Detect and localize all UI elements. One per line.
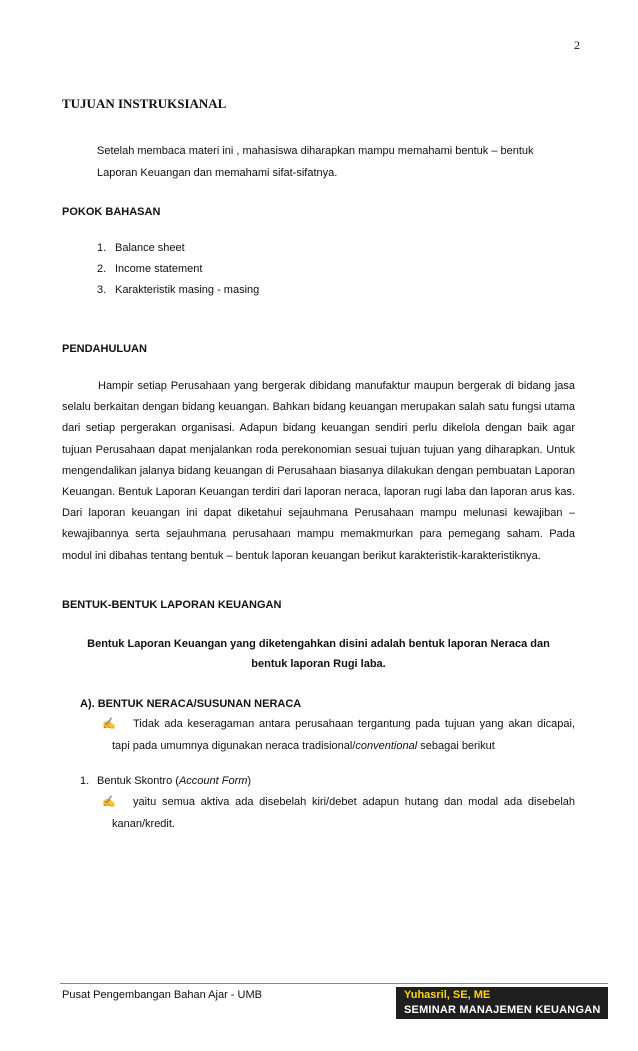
footer-divider [60, 983, 608, 984]
topic-item-1 [97, 238, 185, 259]
list-item-number: 1. [80, 775, 90, 787]
topics-heading: POKOK BAHASAN [62, 206, 161, 218]
topic-text: Balance sheet [115, 242, 185, 254]
topic-item-3 [97, 280, 260, 301]
bullet-b-line-1 [102, 792, 575, 813]
objectives-heading: TUJUAN INSTRUKSIANAL [62, 96, 227, 111]
forms-center-line-1: Bentuk Laporan Keuangan yang diketengahkan disini adalah bentuk laporan Neraca dan [87, 638, 550, 650]
forms-heading: BENTUK-BENTUK LAPORAN KEUANGAN [62, 599, 282, 611]
topic-number: 3. [97, 284, 107, 296]
list-item-text [97, 771, 251, 792]
bullet-a-line-2 [112, 736, 495, 757]
bullet-a-text-pre: tapi pada umumnya digunakan neraca tradisional/ [112, 740, 356, 752]
topic-text: Karakteristik masing - masing [115, 284, 260, 296]
footer-course: SEMINAR MANAJEMEN KEUANGAN [404, 1004, 601, 1016]
topic-text: Income statement [115, 263, 203, 275]
writing-hand-icon: ✍ [102, 796, 116, 808]
writing-hand-icon: ✍ [102, 718, 116, 730]
bullet-b-text: yaitu semua aktiva ada disebelah kiri/debet adapun hutang dan modal ada disebelah [133, 796, 575, 808]
footer-institution: Pusat Pengembangan Bahan Ajar - UMB [62, 989, 262, 1001]
objectives-line-2: Laporan Keuangan dan memahami sifat-sifatnya. [97, 167, 338, 179]
bullet-a-line-1 [102, 714, 575, 735]
topic-number: 1. [97, 242, 107, 254]
topic-item-2 [97, 259, 203, 280]
page-number: 2 [574, 38, 580, 52]
intro-paragraph [62, 376, 575, 567]
footer-author-box [396, 987, 608, 1019]
bullet-b-line-2: kanan/kredit. [112, 818, 175, 830]
footer-author: Yuhasril, SE, ME [404, 989, 491, 1001]
forms-center-line-2: bentuk laporan Rugi laba. [251, 658, 386, 670]
list-item-text-post: ) [247, 775, 252, 787]
bullet-a-text-post: sebagai berikut [417, 740, 495, 752]
bullet-a-text-italic: conventional [355, 740, 418, 752]
list-item-text-pre: Bentuk Skontro ( [97, 775, 179, 787]
intro-heading: PENDAHULUAN [62, 343, 147, 355]
list-item-text-italic: Account Form [178, 775, 248, 787]
section-a-heading: A). BENTUK NERACA/SUSUNAN NERACA [80, 698, 302, 710]
bullet-a-text: Tidak ada keseragaman antara perusahaan tergantung pada tujuan yang akan dicapai, [133, 718, 575, 730]
objectives-line-1: Setelah membaca materi ini , mahasiswa diharapkan mampu memahami bentuk – bentuk [97, 145, 534, 157]
list-item-1 [80, 771, 252, 792]
topic-number: 2. [97, 263, 107, 275]
intro-body: Hampir setiap Perusahaan yang bergerak dibidang manufaktur maupun bergerak di bidang jasa selalu berkaitan dengan bidang keuangan. Bahkan bidang keuangan merupakan salah satu fungsi utama dari setiap pergerakan organisasi. Adapun bidang keuangan sendiri perlu dikelola dengan baik agar tujuan Perusahaan dapat menjalankan roda perekonomian sesuai tujuan tujuan yang diharapkan. Untuk mengendalikan jalanya bidang keuangan di Perusahaan biasanya dilakukan dengan pembuatan Laporan Keuangan. Bentuk Laporan Keuangan terdiri dari laporan neraca, laporan rugi laba dan laporan arus kas. Dari laporan keuangan ini dapat diketahui sejauhmana Perusahaan mampu melunasi kewajiban – kewajibannya serta sejauhmana perusahaan mampu memakmurkan para pemegang saham. Pada modul ini dibahas tentang bentuk – bentuk laporan keuangan berikut karakteristik-karakteristiknya. [62, 380, 575, 562]
